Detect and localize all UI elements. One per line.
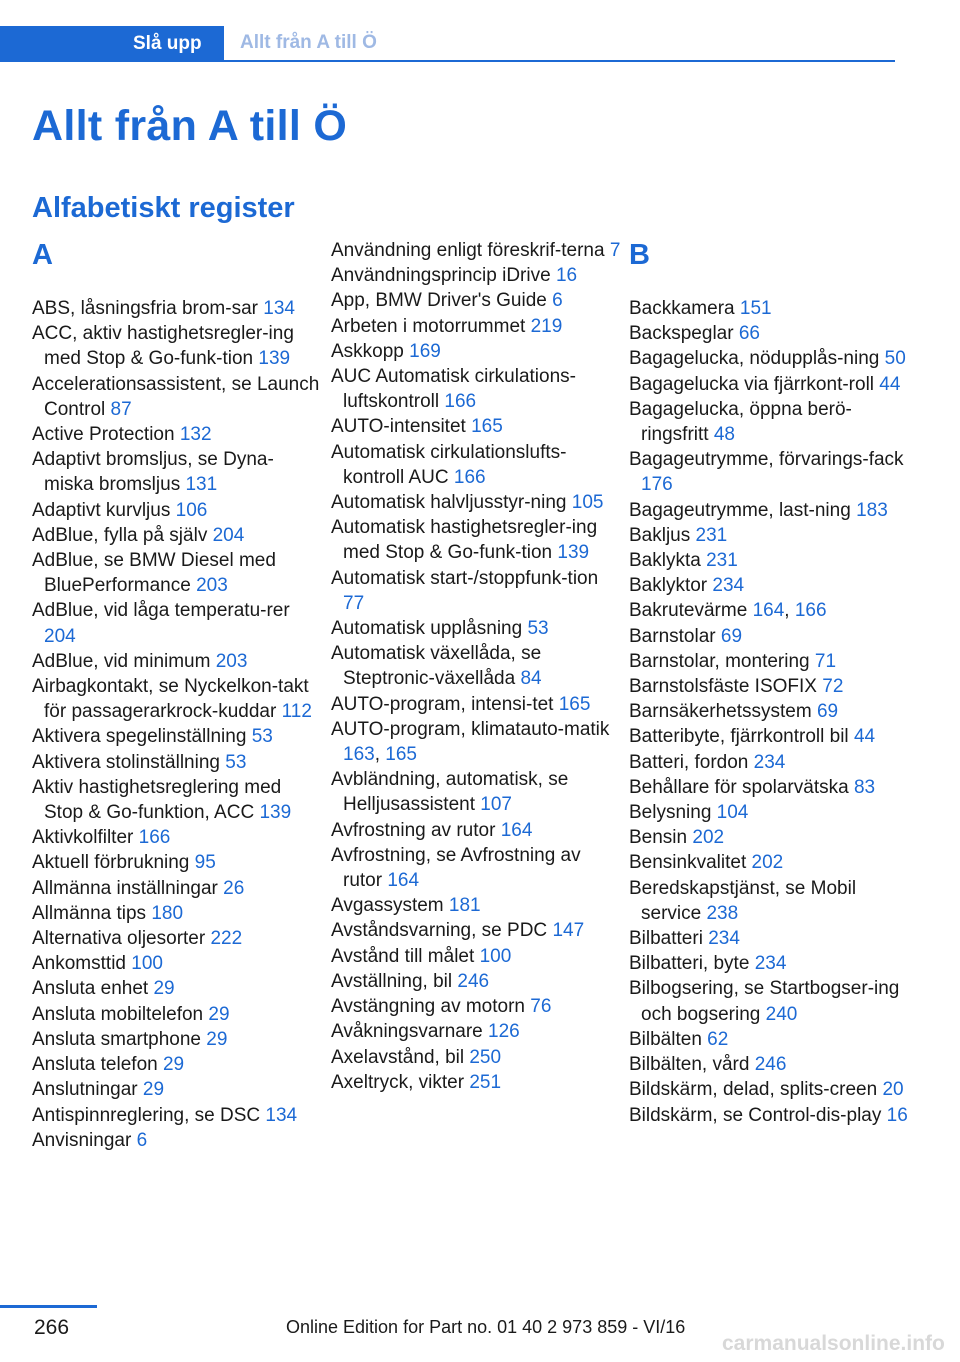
index-entry [331, 893, 621, 918]
index-entry-text: Bagageutrymme, förvarings-fack [629, 449, 904, 471]
index-entry-text: Användning enligt föreskrif-terna [331, 240, 605, 261]
index-entry-text: Backkamera [629, 298, 735, 319]
index-entry [32, 548, 322, 598]
page-reference-link[interactable]: 95 [194, 852, 216, 874]
page-reference-link[interactable]: 163 [343, 744, 375, 766]
page-reference-link[interactable]: 83 [853, 776, 876, 798]
index-entry [32, 598, 322, 648]
index-entry-text: Arbeten i motorrummet [331, 315, 526, 337]
index-entry [331, 843, 621, 893]
index-entry [629, 548, 919, 573]
index-entry-text: AdBlue, vid låga temperatu-rer [32, 600, 290, 622]
index-entry-text: Ansluta enhet [32, 978, 149, 1000]
page-reference-link[interactable]: 204 [44, 625, 76, 647]
page-reference-link[interactable]: 240 [765, 1003, 798, 1025]
index-entry-text: Baklyktor [629, 575, 708, 597]
index-entry [629, 523, 919, 548]
page-reference-link[interactable]: 165 [471, 416, 503, 438]
page-reference-link[interactable]: 53 [225, 751, 247, 773]
index-entry [32, 876, 322, 901]
index-entry-text: Axeltryck, vikter [331, 1071, 465, 1093]
page-reference-link[interactable]: 69 [816, 701, 839, 723]
index-entry-text: Avstånd till målet [331, 945, 475, 967]
index-entry [32, 296, 322, 321]
index-entry-text: Anslutningar [32, 1079, 138, 1101]
page-reference-link[interactable]: 66 [738, 323, 760, 345]
index-entry-text: Bensinkvalitet [629, 852, 747, 874]
index-entry [331, 767, 621, 817]
index-entry-text: Adaptivt kurvljus [32, 499, 171, 521]
index-entry [32, 951, 322, 976]
index-column-2 [331, 238, 621, 1095]
index-entry-text: Allmänna tips [32, 902, 147, 924]
index-entry-text: Askkopp [331, 340, 404, 362]
header-rule [224, 60, 895, 62]
index-entry-text: App, BMW Driver's Guide [331, 290, 547, 312]
index-entry [32, 649, 322, 674]
index-entry [629, 372, 919, 397]
index-entry [629, 876, 919, 926]
index-entry [331, 969, 621, 994]
page-reference-link[interactable]: 62 [707, 1028, 729, 1050]
page-reference-link[interactable]: 48 [713, 424, 735, 446]
page-reference-link[interactable]: 219 [530, 315, 563, 337]
page-reference-link[interactable]: 251 [469, 1071, 502, 1093]
index-entry [331, 339, 621, 364]
index-entry-text: Avstängning av motorn [331, 996, 525, 1018]
index-entry [331, 515, 621, 565]
index-entry-text: ACC, aktiv hastighetsregler-ing med Stop & Go-funk-tion [32, 323, 294, 370]
page-title: Allt från A till Ö [32, 102, 348, 150]
page-number: 266 [34, 1316, 70, 1339]
index-entry-text: Bilbatteri, byte [629, 953, 750, 975]
index-column-1 [32, 238, 322, 1153]
page-reference-link[interactable]: 53 [251, 726, 273, 748]
page-reference-link[interactable]: 84 [520, 668, 542, 690]
index-entry-text: Automatisk upplåsning [331, 618, 523, 640]
index-entry [629, 447, 919, 497]
index-entry-text: Avåkningsvarnare [331, 1021, 483, 1043]
tab-look-up[interactable]: Slå upp [0, 26, 224, 62]
index-entry [629, 1052, 919, 1077]
index-entry-text: Active Protection [32, 424, 175, 446]
index-entry-text: AdBlue, se BMW Diesel med BluePerformance [32, 550, 276, 597]
page-reference-link[interactable]: 132 [179, 424, 212, 446]
tab-a-to-z[interactable]: Allt från A till Ö [240, 32, 377, 53]
index-entry [32, 498, 322, 523]
top-navigation [0, 26, 895, 62]
index-entry-text: Aktivera stolinställning [32, 751, 220, 773]
page-reference-link[interactable]: 234 [712, 575, 745, 597]
index-entry-text: Airbagkontakt, se Nyckelkon-takt för passagerarkrock-kuddar [32, 676, 309, 723]
page-reference-link[interactable]: 76 [530, 996, 552, 1018]
page-reference-link[interactable]: 7 [609, 240, 621, 261]
index-entry [629, 724, 919, 749]
index-entry [629, 346, 919, 371]
watermark: carmanualsonline.info [722, 1332, 945, 1355]
index-entry [32, 1002, 322, 1027]
index-entry [331, 414, 621, 439]
index-entry [32, 850, 322, 875]
index-entry-text: Bildskärm, delad, splits-creen [629, 1079, 878, 1101]
index-entry-text: Belysning [629, 802, 712, 824]
page-reference-link[interactable]: 29 [206, 1028, 228, 1050]
index-entry-text: Aktiv hastighetsreglering med Stop & Go-funktion, ACC [32, 776, 282, 824]
index-entry [331, 944, 621, 969]
page-reference-link[interactable]: 166 [444, 391, 477, 413]
index-entry [629, 850, 919, 875]
page-reference-link[interactable]: 164 [500, 819, 533, 841]
index-entry-text: Avståndsvarning, se PDC [331, 920, 548, 942]
index-entry-text: Antispinnreglering, se DSC [32, 1104, 261, 1126]
index-entry [629, 1027, 919, 1052]
page-reference-link[interactable]: 105 [571, 492, 604, 514]
index-entry-text: Batteribyte, fjärrkontroll bil [629, 726, 849, 748]
page-reference-link[interactable]: 222 [210, 928, 243, 950]
index-entry-text: Bilbälten [629, 1028, 702, 1050]
index-entry [32, 1128, 322, 1153]
index-entry [32, 976, 322, 1001]
index-entry-text: Bagagelucka, nödupplås-ning [629, 348, 880, 370]
index-entry [32, 926, 322, 951]
page-reference-link[interactable]: 204 [212, 524, 245, 546]
index-entry [629, 1103, 919, 1128]
index-entry-text: Automatisk start-/stoppfunk-tion [331, 567, 599, 589]
index-entry-text: Beredskapstjänst, se Mobil service [629, 877, 857, 924]
index-entry-text: Barnstolar [629, 625, 716, 647]
index-entry: Bakrutevärme 164, 166 [629, 600, 827, 622]
page-reference-link[interactable]: 183 [856, 499, 888, 521]
index-entry [629, 926, 919, 951]
index-entry [629, 976, 919, 1026]
page-reference-link[interactable]: 203 [215, 650, 248, 672]
index-entry [32, 1027, 322, 1052]
page-reference-link[interactable]: 181 [448, 895, 481, 917]
index-entry-text: AUTO-intensitet [331, 416, 466, 438]
page-reference-link[interactable]: 87 [110, 398, 132, 420]
index-entry-text: Barnstolsfäste ISOFIX [629, 676, 817, 698]
index-entry [629, 624, 919, 649]
index-entry-text: Avbländning, automatisk, se Helljusassistent [331, 769, 569, 816]
page-reference-link[interactable]: 234 [753, 751, 786, 773]
page-reference-link[interactable]: 169 [409, 340, 441, 362]
page-reference-link[interactable]: 100 [131, 953, 163, 975]
index-entry-text: Bilbogsering, se Startbogser-ing och bogsering [629, 978, 900, 1025]
index-entry [331, 1045, 621, 1070]
page-reference-link[interactable]: 134 [265, 1104, 298, 1126]
page-reference-link[interactable]: 53 [527, 618, 549, 640]
index-entry [629, 800, 919, 825]
index-entry [32, 724, 322, 749]
index-entry [32, 447, 322, 497]
index-entry-text: Adaptivt bromsljus, se Dyna-miska bromsljus [32, 449, 274, 496]
page-reference-link[interactable]: 164 [752, 600, 785, 622]
index-entry-text: AdBlue, vid minimum [32, 650, 211, 672]
page-reference-link[interactable]: 29 [162, 1054, 185, 1076]
index-entry [331, 818, 621, 843]
page-reference-link[interactable]: 112 [281, 701, 312, 723]
page-reference-link[interactable]: 231 [706, 550, 738, 572]
index-entry [331, 238, 621, 263]
page-reference-link[interactable]: 202 [692, 827, 725, 849]
index-entry-text: Bilbatteri [629, 928, 703, 950]
index-entry [32, 775, 322, 825]
index-entry [331, 1019, 621, 1044]
index-entry-text: Bakrutevärme [629, 600, 748, 622]
index-entry [331, 314, 621, 339]
index-entry [32, 523, 322, 548]
index-entry-text: Ankomsttid [32, 953, 126, 975]
page-reference-link[interactable]: 131 [185, 474, 218, 496]
index-entry [32, 1052, 322, 1077]
index-entry [629, 321, 919, 346]
page-reference-link[interactable]: 20 [882, 1079, 904, 1101]
index-entry-text: Bagagelucka, öppna berö-ringsfritt [629, 398, 852, 446]
page-reference-link[interactable]: 139 [259, 802, 292, 824]
index-entry [32, 825, 322, 850]
index-entry [629, 649, 919, 674]
index-entry-text: Bensin [629, 827, 688, 849]
page-reference-link[interactable]: 104 [716, 802, 749, 824]
index-entry-text: Alternativa oljesorter [32, 928, 206, 950]
index-entry-text: Avfrostning av rutor [331, 819, 496, 841]
index-entry-text: AUTO-program, intensi-tet [331, 693, 554, 715]
page-reference-link[interactable]: 44 [879, 373, 901, 395]
index-entry-text: AdBlue, fylla på själv [32, 524, 208, 546]
page-reference-link[interactable]: 100 [479, 945, 512, 967]
index-entry-text: Anvisningar [32, 1129, 132, 1151]
page-reference-link[interactable]: 202 [751, 852, 784, 874]
page-reference-link[interactable]: 29 [153, 978, 175, 1000]
index-entry-text: Barnstolar, montering [629, 650, 810, 672]
page-reference-link[interactable]: 72 [822, 676, 844, 698]
page-reference-link[interactable]: 180 [151, 902, 184, 924]
index-entry-text: Aktivkolfilter [32, 827, 134, 849]
page-reference-link[interactable]: 126 [488, 1021, 520, 1043]
index-entry [331, 490, 621, 515]
index-entry: AUTO-program, klimatauto-matik 163, 165 [331, 718, 610, 766]
page-reference-link[interactable]: 166 [138, 827, 171, 849]
edition-text: Online Edition for Part no. 01 40 2 973 859 - VI/16 [286, 1317, 686, 1337]
index-letter-heading: B [629, 239, 650, 271]
index-entry-text: Behållare för spolarvätska [629, 776, 849, 798]
page-reference-link[interactable]: 29 [142, 1079, 165, 1101]
index-entry-text: Allmänna inställningar [32, 877, 218, 899]
index-entry-text: Bagagelucka via fjärrkont-roll [629, 373, 875, 395]
index-entry-text: Accelerationsassistent, se Launch Control [32, 373, 320, 420]
index-entry-text: Axelavstånd, bil [331, 1046, 465, 1068]
page-reference-link[interactable]: 246 [754, 1054, 787, 1076]
page-reference-link[interactable]: 16 [886, 1104, 908, 1126]
index-letter-heading: A [32, 239, 53, 271]
index-entry [629, 750, 919, 775]
index-entry [32, 750, 322, 775]
page-reference-link[interactable]: 234 [708, 928, 740, 950]
index-entry-text: Bilbälten, vård [629, 1054, 750, 1076]
page-reference-link[interactable]: 6 [552, 290, 563, 312]
index-entry-text: Automatisk halvljusstyr-ning [331, 492, 567, 514]
index-entry [331, 364, 621, 414]
page-reference-link[interactable]: 77 [343, 592, 365, 614]
page-reference-link[interactable]: 176 [641, 474, 673, 496]
index-entry-text: Bakljus [629, 524, 691, 546]
index-entry [629, 397, 919, 447]
page-reference-link[interactable]: 134 [263, 298, 295, 319]
index-entry-text: Bagageutrymme, last-ning [629, 499, 851, 521]
page-reference-link[interactable]: 106 [175, 499, 208, 521]
index-entry-text: Automatisk hastighetsregler-ing med Stop & Go-funk-tion [331, 517, 598, 564]
index-entry-text: Batteri, fordon [629, 751, 749, 773]
index-entry [331, 288, 621, 313]
index-entry [331, 1070, 621, 1095]
page-reference-link[interactable]: 139 [258, 348, 291, 370]
page-reference-link[interactable]: 166 [794, 600, 827, 622]
index-entry-text: Ansluta mobiltelefon [32, 1003, 204, 1025]
index-entry [331, 641, 621, 691]
index-entry [629, 775, 919, 800]
index-entry-text: Avfrostning, se Avfrostning av rutor [331, 844, 581, 892]
page-reference-link[interactable]: 107 [480, 794, 512, 816]
index-entry-text: Aktuell förbrukning [32, 852, 190, 874]
page-reference-link[interactable]: 238 [706, 902, 739, 924]
page-reference-link[interactable]: 151 [739, 298, 772, 319]
index-entry-text: Användningsprincip iDrive [331, 265, 551, 287]
index-entry-text: Baklykta [629, 550, 701, 572]
index-entry-text: Automatisk växellåda, se Steptronic-växellåda [331, 643, 542, 690]
page-reference-link[interactable]: 203 [196, 575, 228, 597]
index-entry [32, 674, 322, 724]
index-entry-text: Automatisk cirkulationslufts-kontroll AUC [331, 441, 567, 488]
page-reference-link[interactable]: 44 [853, 726, 876, 748]
index-entry-text: Backspeglar [629, 323, 734, 345]
index-entry [629, 699, 919, 724]
index-entry [629, 296, 919, 321]
index-entry [629, 951, 919, 976]
page-reference-link[interactable]: 250 [469, 1046, 502, 1068]
page-reference-link[interactable]: 165 [558, 693, 591, 715]
index-entry [629, 825, 919, 850]
index-entry [331, 616, 621, 641]
index-entry-text: Ansluta telefon [32, 1054, 158, 1076]
index-entry [32, 372, 322, 422]
index-entry-text: Avställning, bil [331, 970, 453, 992]
index-entry-text: Avgassystem [331, 895, 444, 917]
index-entry [629, 674, 919, 699]
index-entry [331, 440, 621, 490]
index-entry-text: Barnsäkerhetssystem [629, 701, 812, 723]
page-reference-link[interactable]: 50 [884, 348, 906, 370]
page-reference-link[interactable]: 231 [695, 524, 728, 546]
index-entry [32, 422, 322, 447]
page-reference-link[interactable]: 16 [555, 265, 578, 287]
index-entry [32, 901, 322, 926]
page-reference-link[interactable]: 246 [457, 970, 490, 992]
page-reference-link[interactable]: 26 [223, 877, 245, 899]
index-entry [331, 918, 621, 943]
page-reference-link[interactable]: 165 [385, 744, 417, 766]
index-entry [331, 994, 621, 1019]
index-entry-text: AUC Automatisk cirkulations-luftskontroll [331, 366, 576, 413]
index-entry-text: ABS, låsningsfria brom-sar [32, 298, 258, 319]
index-entry [331, 566, 621, 616]
index-entry-text: Bildskärm, se Control-dis-play [629, 1104, 882, 1126]
section-title: Alfabetiskt register [32, 192, 295, 224]
index-entry-text: AUTO-program, klimatauto-matik [331, 718, 610, 740]
page-reference-link[interactable]: 69 [720, 625, 743, 647]
index-entry [32, 1103, 322, 1128]
index-column-3 [629, 238, 919, 1128]
index-entry [629, 573, 919, 598]
index-entry [629, 1077, 919, 1102]
page-reference-link[interactable]: 6 [136, 1129, 148, 1151]
page-reference-link[interactable]: 234 [754, 953, 787, 975]
page-reference-link[interactable]: 71 [814, 650, 837, 672]
page-reference-link[interactable]: 147 [552, 920, 585, 942]
index-entry [331, 692, 621, 717]
index-entry [629, 498, 919, 523]
page-reference-link[interactable]: 29 [208, 1003, 230, 1025]
page-reference-link[interactable]: 164 [387, 870, 420, 892]
index-entry [32, 321, 322, 371]
page-reference-link[interactable]: 166 [453, 466, 486, 488]
page-reference-link[interactable]: 139 [557, 542, 590, 564]
index-entry-text: Aktivera spegelinställning [32, 726, 247, 748]
footer-rule [0, 1305, 97, 1308]
index-entry-text: Ansluta smartphone [32, 1028, 201, 1050]
index-entry [331, 263, 621, 288]
index-entry [32, 1077, 322, 1102]
